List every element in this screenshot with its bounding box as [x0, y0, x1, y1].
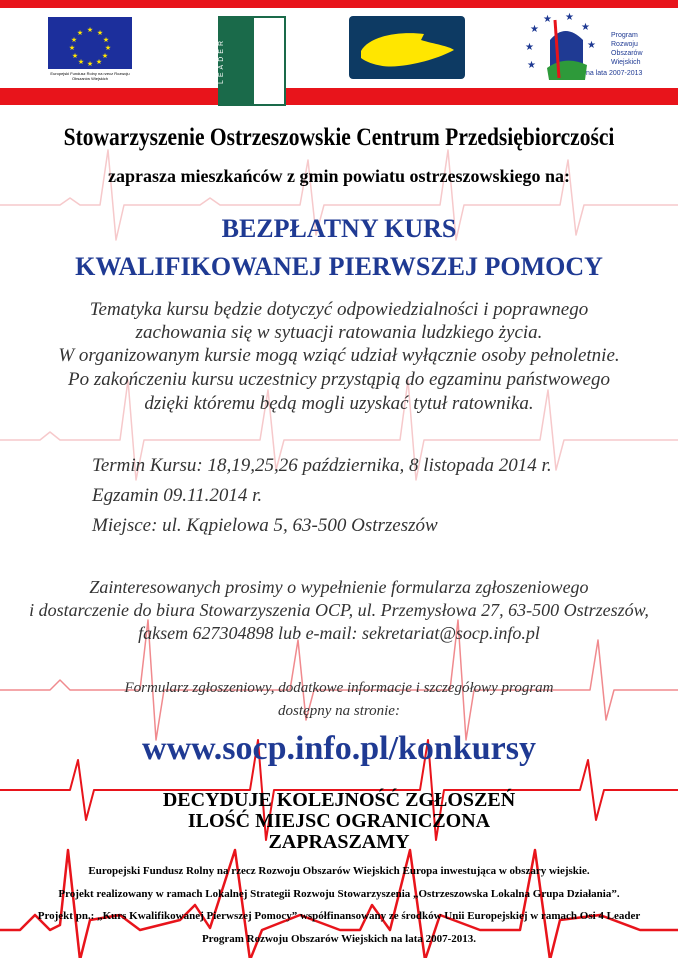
- footer-line: Europejski Fundusz Rolny na rzecz Rozwoju Obszarów Wiejskich Europa inwestująca w obszary wiejskie.: [88, 865, 590, 877]
- prow-text: Program: [611, 32, 638, 39]
- exam-date: Egzamin 09.11.2014 r.: [92, 485, 263, 506]
- svg-text:★: ★: [96, 29, 104, 37]
- svg-text:★: ★: [543, 14, 552, 25]
- prow-label: [611, 31, 643, 67]
- svg-text:★: ★: [71, 52, 79, 60]
- prow-text: Obszarów: [611, 50, 643, 57]
- course-title-line1: BEZPŁATNY KURS: [221, 214, 457, 243]
- svg-text:★: ★: [70, 36, 78, 44]
- top-red-bar: [0, 0, 678, 8]
- description-line: Po zakończeniu kursu uczestnicy przystąpią do egzaminu państwowego: [68, 369, 610, 390]
- prow-text: Rozwoju: [611, 41, 638, 48]
- svg-text:★: ★: [530, 24, 539, 35]
- header-red-bar: [0, 88, 678, 105]
- organizer-title: Stowarzyszenie Ostrzeszowskie Centrum Przedsiębiorczości: [63, 124, 615, 151]
- form-info-line: Formularz zgłoszeniowy, dodatkowe informacje i szczegółowy program: [124, 680, 554, 696]
- svg-text:★: ★: [101, 52, 109, 60]
- svg-text:★: ★: [581, 22, 590, 33]
- svg-text:★: ★: [525, 42, 534, 53]
- description-line: dzięki któremu będą mogli uzyskać tytuł ratownika.: [144, 393, 534, 414]
- leader-logo: [218, 16, 286, 106]
- prow-years: na lata 2007-2013: [586, 70, 643, 77]
- description-line: zachowania się w sytuacji ratowania ludzkiego życia.: [135, 322, 543, 343]
- footer-line: Program Rozwoju Obszarów Wiejskich na lata 2007-2013.: [201, 933, 477, 945]
- svg-text:★: ★: [587, 40, 596, 51]
- website-link[interactable]: www.socp.info.pl/konkursy: [142, 730, 536, 767]
- svg-text:★: ★: [95, 58, 103, 66]
- svg-text:★: ★: [76, 29, 84, 37]
- svg-text:★: ★: [68, 44, 76, 52]
- course-dates: Termin Kursu: 18,19,25,26 października, 8 listopada 2014 r.: [92, 455, 552, 476]
- footer-line: Projekt pn.: „Kurs Kwalifikowanej Pierwszej Pomocy” współfinansowany ze środków Unii Europejskiej w ramach Osi 4 Leader: [37, 910, 641, 922]
- hand-logo: [349, 16, 465, 79]
- svg-text:★: ★: [77, 58, 85, 66]
- svg-text:★: ★: [86, 60, 94, 68]
- eu-stars-icon: [48, 17, 132, 69]
- svg-text:★: ★: [102, 36, 110, 44]
- course-title-line2: KWALIFIKOWANEJ PIERWSZEJ POMOCY: [75, 252, 603, 281]
- hand-icon: [349, 16, 465, 79]
- notice-line: ILOŚĆ MIEJSC OGRANICZONA: [187, 810, 491, 832]
- eu-flag-logo: [48, 17, 132, 69]
- notice-line: ZAPRASZAMY: [268, 831, 410, 853]
- prow-text: Wiejskich: [611, 59, 641, 66]
- svg-text:★: ★: [86, 26, 94, 34]
- svg-text:★: ★: [527, 60, 536, 71]
- form-info-line: dostępny na stronie:: [278, 703, 400, 719]
- svg-text:★: ★: [104, 44, 112, 52]
- notice-line: DECYDUJE KOLEJNOŚĆ ZGŁOSZEŃ: [162, 789, 516, 811]
- contact-line: faksem 627304898 lub e-mail: sekretariat@socp.info.pl: [138, 623, 540, 643]
- description-line: Tematyka kursu będzie dotyczyć odpowiedzialności i poprawnego: [89, 299, 589, 320]
- course-location: Miejsce: ul. Kąpielowa 5, 63-500 Ostrzeszów: [92, 515, 438, 536]
- eu-caption: Europejski Fundusz Rolny na rzecz Rozwoju Obszarów Wiejskich: [50, 71, 130, 81]
- svg-text:★: ★: [565, 12, 574, 23]
- contact-line: Zainteresowanych prosimy o wypełnienie formularza zgłoszeniowego: [89, 577, 589, 597]
- footer-line: Projekt realizowany w ramach Lokalnej Strategii Rozwoju Stowarzyszenia „Ostrzeszowska Lokalna Grupa Działania”.: [58, 888, 620, 900]
- description-line: W organizowanym kursie mogą wziąć udział wyłącznie osoby pełnoletnie.: [58, 345, 620, 366]
- contact-line: i dostarczenie do biura Stowarzyszenia OCP, ul. Przemysłowa 27, 63-500 Ostrzeszów,: [29, 600, 649, 620]
- leader-label: LEADER: [218, 16, 254, 106]
- invitation-subtitle: zaprasza mieszkańców z gmin powiatu ostrzeszowskiego na:: [108, 166, 570, 186]
